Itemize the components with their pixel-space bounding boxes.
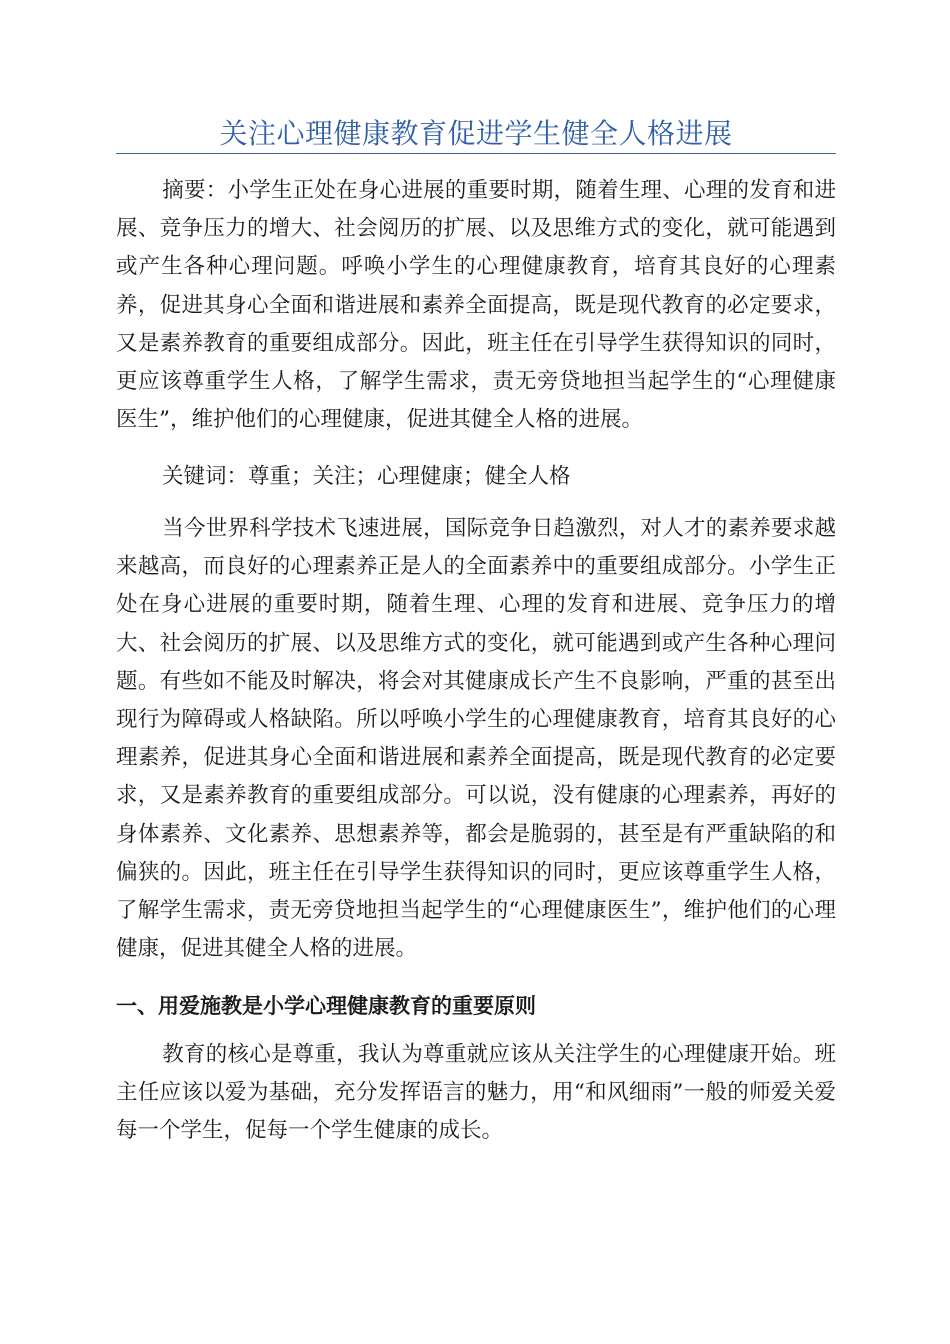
- keywords-line: [116, 458, 836, 496]
- section-heading: 一、用爱施教是小学心理健康教育的重要原则: [116, 994, 536, 1018]
- section-text: 教育的核心是尊重，我认为尊重就应该从关注学生的心理健康开始。班主任应该以爱为基础，充分发挥语言的魅力，用“和风细雨”一般的师爱关爱每一个学生，促每一个学生健康的成长。: [116, 1042, 836, 1144]
- abstract-text: 摘要：小学生正处在身心进展的重要时期，随着生理、心理的发育和进展、竞争压力的增大、社会阅历的扩展、以及思维方式的变化，就可能遇到或产生各种心理问题。呼唤小学生的心理健康教育，培育其良好的心理素养，促进其身心全面和谐进展和素养全面提高，既是现代教育的必定要求，又是素养教育的重要组成部分。因此，班主任在引导学生获得知识的同时，更应该尊重学生人格，了解学生需求，责无旁贷地担当起学生的“心理健康医生”，维护他们的心理健康，促进其健全人格的进展。: [116, 178, 836, 433]
- intro-paragraph: [116, 510, 836, 968]
- abstract-paragraph: [116, 172, 836, 439]
- section-paragraph: [116, 1036, 836, 1151]
- title-underline: [116, 153, 836, 154]
- intro-text: 当今世界科学技术飞速进展，国际竞争日趋激烈，对人才的素养要求越来越高，而良好的心理素养正是人的全面素养中的重要组成部分。小学生正处在身心进展的重要时期，随着生理、心理的发育和进展、竞争压力的增大、社会阅历的扩展、以及思维方式的变化，就可能遇到或产生各种心理问题。有些如不能及时解决，将会对其健康成长产生不良影响，严重的甚至出现行为障碍或人格缺陷。所以呼唤小学生的心理健康教育，培育其良好的心理素养，促进其身心全面和谐进展和素养全面提高，既是现代教育的必定要求，又是素养教育的重要组成部分。可以说，没有健康的心理素养，再好的身体素养、文化素养、思想素养等，都会是脆弱的，甚至是有严重缺陷的和偏狭的。因此，班主任在引导学生获得知识的同时，更应该尊重学生人格，了解学生需求，责无旁贷地担当起学生的“心理健康医生”，维护他们的心理健康，促进其健全人格的进展。: [116, 516, 836, 962]
- keywords-text: 关键词：尊重；关注；心理健康；健全人格: [162, 464, 571, 489]
- document-title: 关注心理健康教育促进学生健全人格进展: [219, 117, 733, 150]
